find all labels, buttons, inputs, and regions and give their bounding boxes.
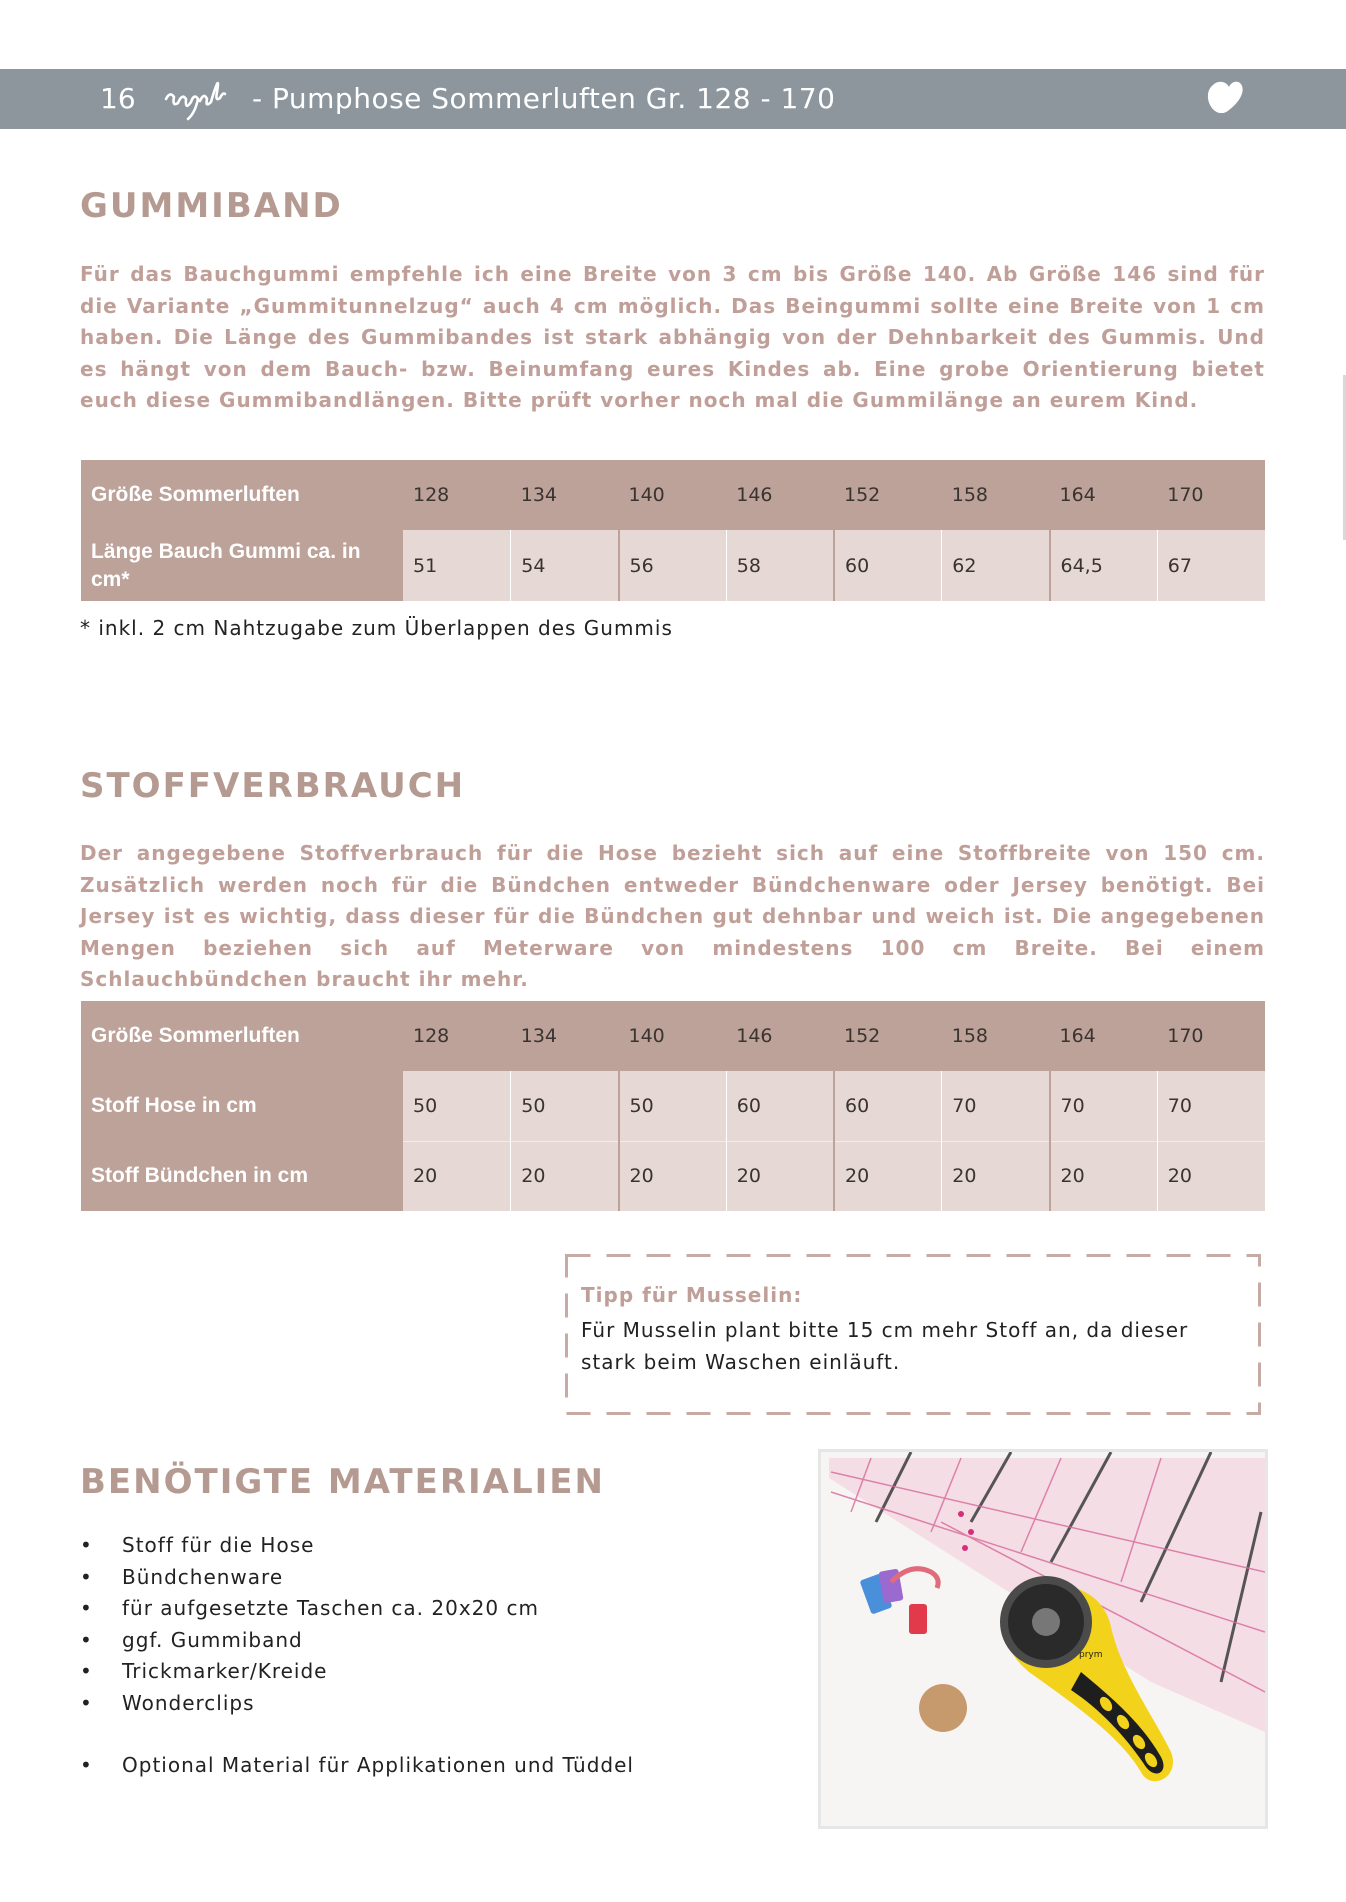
list-item: • ggf. Gummiband <box>80 1625 634 1657</box>
size-cell: 164 <box>1050 460 1158 530</box>
chalk-disc-image <box>919 1684 967 1732</box>
value-cell: 20 <box>403 1141 511 1211</box>
table-row <box>81 1071 1265 1141</box>
value-cell: 20 <box>511 1141 619 1211</box>
size-cell: 158 <box>942 1001 1050 1071</box>
value-cell: 62 <box>942 530 1050 601</box>
list-item: • Trickmarker/Kreide <box>80 1656 634 1688</box>
tip-title: Tipp für Musselin: <box>581 1283 803 1307</box>
size-cell: 170 <box>1157 1001 1265 1071</box>
list-item: • für aufgesetzte Taschen ca. 20x20 cm <box>80 1593 634 1625</box>
size-cell: 170 <box>1157 460 1265 530</box>
section-heading-gummiband: GUMMIBAND <box>80 186 343 226</box>
value-cell: 70 <box>1050 1071 1158 1141</box>
size-cell: 134 <box>511 1001 619 1071</box>
row-label: Stoff Hose in cm <box>81 1071 403 1141</box>
value-cell: 20 <box>619 1141 727 1211</box>
value-cell: 58 <box>726 530 834 601</box>
value-cell: 20 <box>1050 1141 1158 1211</box>
footnote: * inkl. 2 cm Nahtzugabe zum Überlappen des Gummis <box>80 616 673 640</box>
value-cell: 70 <box>1157 1071 1265 1141</box>
page-header <box>0 69 1346 129</box>
value-cell: 60 <box>834 1071 942 1141</box>
list-item: • Wonderclips <box>80 1688 634 1720</box>
section-heading-materials: BENÖTIGTE MATERIALIEN <box>80 1462 605 1502</box>
table-row <box>81 1141 1265 1211</box>
size-cell: 164 <box>1050 1001 1158 1071</box>
value-cell: 60 <box>726 1071 834 1141</box>
heart-icon <box>1205 79 1247 117</box>
size-cell: 128 <box>403 460 511 530</box>
size-cell: 158 <box>942 460 1050 530</box>
value-cell: 50 <box>619 1071 727 1141</box>
value-cell: 67 <box>1157 530 1265 601</box>
table-row <box>81 530 1265 601</box>
table-header-label: Größe Sommerluften <box>81 1001 403 1071</box>
value-cell: 64,5 <box>1050 530 1158 601</box>
value-cell: 20 <box>834 1141 942 1211</box>
size-cell: 134 <box>511 460 619 530</box>
list-item: • Bündchenware <box>80 1562 634 1594</box>
tip-box <box>565 1254 1261 1415</box>
materials-list <box>80 1530 634 1782</box>
section-heading-stoffverbrauch: STOFFVERBRAUCH <box>80 766 466 806</box>
size-cell: 152 <box>834 1001 942 1071</box>
value-cell: 20 <box>726 1141 834 1211</box>
tip-text: Für Musselin plant bitte 15 cm mehr Stoff an, da dieser stark beim Waschen einläuft. <box>581 1318 1189 1374</box>
page-number: 16 <box>100 82 136 115</box>
materials-photo <box>818 1449 1268 1829</box>
gummiband-paragraph: Für das Bauchgummi empfehle ich eine Breite von 3 cm bis Größe 140. Ab Größe 146 sind für die Variante „Gummitunnelzug“ auch 4 cm möglich. Das Beingummi sollte eine Breite von 1 cm haben. Die Länge des Gummibandes ist stark abhängig von der Dehnbarkeit des Gummis. Und es hängt von dem Bauch- bzw. Beinumfang eures Kindes ab. Eine grobe Orientierung bietet euch diese Gummibandlängen. Bitte prüft vorher noch mal die Gummilänge an eurem Kind. <box>80 262 1265 412</box>
size-cell: 140 <box>619 460 727 530</box>
cutter-brand-label: prym <box>1079 1650 1103 1660</box>
size-cell: 146 <box>726 1001 834 1071</box>
size-cell: 128 <box>403 1001 511 1071</box>
stoffverbrauch-paragraph: Der angegebene Stoffverbrauch für die Hose bezieht sich auf eine Stoffbreite von 150 cm. Zusätzlich werden noch für die Bündchen entweder Bündchenware oder Jersey benötigt. Bei Jersey ist es wichtig, dass dieser für die Bündchen gut dehnbar und weich ist. Die angegebenen Mengen beziehen sich auf Meterware von mindestens 100 cm Breite. Bei einem Schlauchbündchen braucht ihr mehr. <box>80 841 1265 991</box>
table-header-row <box>81 1001 1265 1071</box>
list-item: • Stoff für die Hose <box>80 1530 634 1562</box>
row-label: Länge Bauch Gummi ca. in cm* <box>81 530 403 601</box>
stoffverbrauch-table <box>81 1001 1265 1211</box>
size-cell: 146 <box>726 460 834 530</box>
value-cell: 70 <box>942 1071 1050 1141</box>
value-cell: 60 <box>834 530 942 601</box>
size-cell: 152 <box>834 460 942 530</box>
table-header-row <box>81 460 1265 530</box>
row-label: Stoff Bündchen in cm <box>81 1141 403 1211</box>
value-cell: 54 <box>511 530 619 601</box>
value-cell: 20 <box>942 1141 1050 1211</box>
brand-logo <box>162 77 232 130</box>
document-title: - Pumphose Sommerluften Gr. 128 - 170 <box>252 82 836 115</box>
value-cell: 50 <box>511 1071 619 1141</box>
value-cell: 20 <box>1157 1141 1265 1211</box>
gummiband-table <box>81 460 1265 601</box>
table-header-label: Größe Sommerluften <box>81 460 403 530</box>
value-cell: 56 <box>619 530 727 601</box>
size-cell: 140 <box>619 1001 727 1071</box>
value-cell: 51 <box>403 530 511 601</box>
value-cell: 50 <box>403 1071 511 1141</box>
list-item-optional: • Optional Material für Applikationen und Tüddel <box>80 1750 634 1782</box>
